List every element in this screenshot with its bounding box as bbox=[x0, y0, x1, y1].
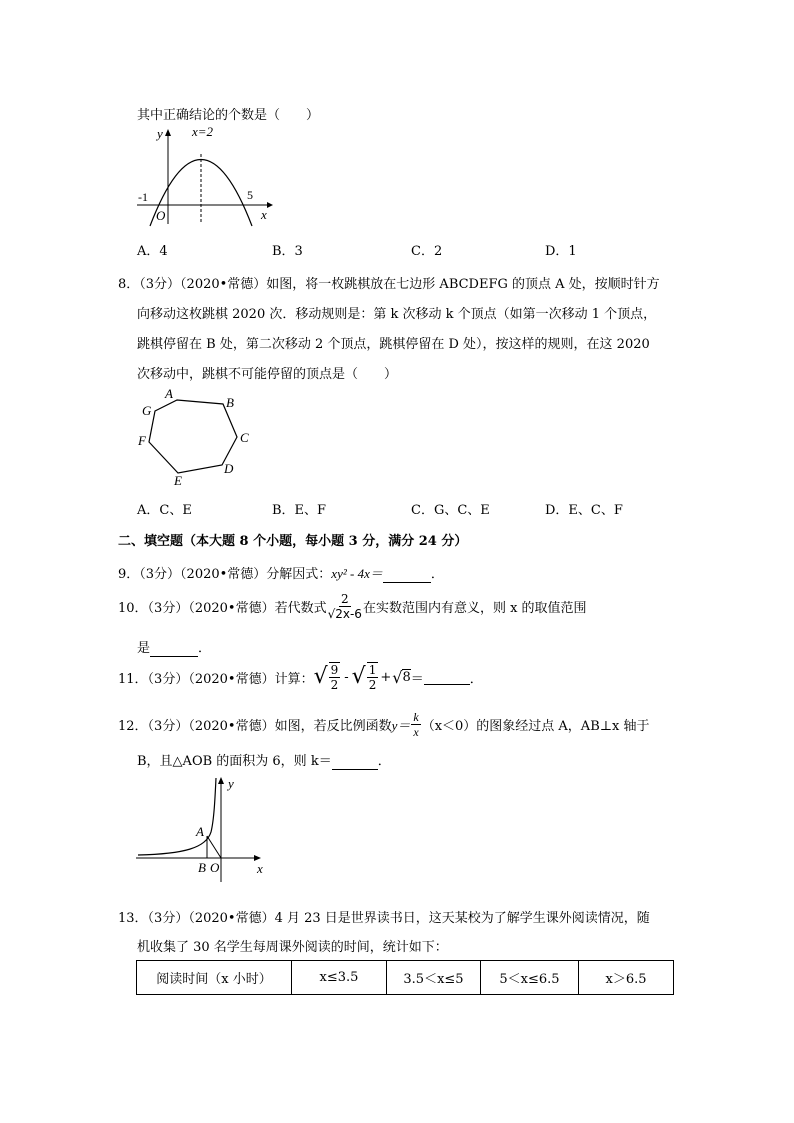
q8-vertex-d: D bbox=[224, 461, 234, 476]
q8-line-4: 次移动中，跳棋不可能停留的顶点是（ ） bbox=[137, 367, 398, 382]
q7-x-arrow-icon bbox=[267, 202, 273, 208]
q10-line2-text: 是 bbox=[137, 641, 151, 656]
q12-hyperbola-graph bbox=[134, 774, 269, 886]
q7-label-origin: O bbox=[156, 208, 166, 223]
q11-f1-numerator: 9 bbox=[330, 663, 339, 677]
q8-option-c: C．G、C、E bbox=[411, 503, 490, 518]
q9-line bbox=[118, 563, 444, 583]
q7-option-c: C．2 bbox=[411, 244, 443, 259]
q13-header-cell-2: 3.5＜x≤5 bbox=[387, 961, 481, 995]
q8-line-3: 跳棋停留在 B 处，第二次移动 2 个顶点，跳棋停留在 D 处），按这样的规则，在这 2020 bbox=[137, 337, 650, 352]
q7-label-right-root: 5 bbox=[247, 188, 253, 202]
q9-expression: xy² - 4x＝ bbox=[331, 566, 383, 581]
q10-answer-blank bbox=[150, 641, 198, 657]
q8-option-d: D．E、C、F bbox=[545, 503, 623, 518]
q8-option-b: B．E、F bbox=[272, 503, 327, 518]
q10-fraction bbox=[328, 592, 362, 621]
table-row bbox=[137, 961, 674, 995]
q12-func-lhs: y＝ bbox=[391, 717, 411, 733]
q11-fraction-2 bbox=[367, 662, 379, 692]
q8-vertex-c: C bbox=[240, 430, 249, 445]
q12-line-2 bbox=[137, 750, 391, 770]
q13-reading-time-table bbox=[136, 960, 674, 995]
q8-vertex-a: A bbox=[165, 386, 173, 401]
q12-fraction bbox=[411, 710, 420, 739]
q10-fraction-numerator: 2 bbox=[340, 591, 349, 606]
q8-vertex-b: B bbox=[226, 395, 234, 410]
q10-end: ． bbox=[198, 641, 212, 656]
q8-heptagon-figure bbox=[130, 385, 260, 487]
q9-prefix: 9．（3分）（2020•常德）分解因式： bbox=[118, 567, 332, 582]
section-2-heading: 二、填空题（本大题 8 个小题，每小题 3 分，满分 24 分） bbox=[118, 534, 468, 549]
q13-header-cell-4: x＞6.5 bbox=[579, 961, 674, 995]
q12-answer-blank bbox=[332, 754, 378, 770]
q11-answer-blank bbox=[424, 669, 470, 685]
q8-line-2: 向移动这枚跳棋 2020 次．移动规则是：第 k 次移动 k 个顶点（如第一次移动 1 个顶点， bbox=[137, 307, 657, 322]
q12-y-arrow-icon bbox=[218, 777, 224, 784]
q11-f2-denominator: 2 bbox=[368, 678, 377, 692]
q12-fraction-denominator: x bbox=[413, 724, 419, 739]
q11-prefix: 11．（3分）（2020•常德）计算： bbox=[118, 671, 314, 687]
q12-label-a: A bbox=[196, 824, 204, 839]
q8-option-a: A．C、E bbox=[137, 503, 192, 518]
q9-answer-blank bbox=[383, 567, 431, 583]
q12-end: ． bbox=[377, 754, 391, 769]
q10-fraction-denominator: √2x-6 bbox=[327, 606, 362, 621]
q8-vertex-f: F bbox=[138, 433, 146, 448]
q11-radical-2-icon: √ bbox=[351, 664, 366, 689]
q11-f2-numerator: 1 bbox=[368, 663, 377, 677]
q12-segment-ao bbox=[207, 836, 221, 858]
q11-end: ． bbox=[469, 671, 483, 687]
q12-label-y: y bbox=[228, 776, 234, 791]
q13-header-cell-3: 5＜x≤6.5 bbox=[481, 961, 579, 995]
q12-prefix: 12．（3分）（2020•常德）如图，若反比例函数 bbox=[118, 718, 392, 734]
q13-header-cell-0: 阅读时间（x 小时） bbox=[137, 961, 292, 995]
q7-tail-text: 其中正确结论的个数是（ ） bbox=[137, 108, 320, 123]
q12-label-o: O bbox=[210, 860, 220, 875]
q9-suffix: ． bbox=[430, 567, 444, 582]
q12-hyperbola-curve bbox=[138, 778, 216, 855]
q7-label-x: x bbox=[261, 207, 267, 222]
q8-vertex-g: G bbox=[142, 403, 152, 418]
q10-line-2 bbox=[137, 637, 211, 657]
q10-prefix: 10．（3分）（2020•常德）若代数式 bbox=[118, 600, 327, 616]
q10-suffix: 在实数范围内有意义，则 x 的取值范围 bbox=[362, 600, 587, 616]
q13-line-1: 13．（3分）（2020•常德）4 月 23 日是世界读书日，这天某校为了解学生课外阅读情况，随 bbox=[118, 911, 650, 926]
q11-minus: - bbox=[344, 669, 349, 685]
q13-line-2: 机收集了 30 名学生每周课外阅读的时间，统计如下： bbox=[137, 940, 448, 955]
q12-fraction-numerator: k bbox=[413, 709, 419, 724]
q12-condition: （x＜0）的图象经过点 A，AB⊥x 轴于 bbox=[421, 718, 650, 734]
q10-line-1 bbox=[118, 586, 587, 626]
q7-label-left-root: -1 bbox=[138, 190, 148, 204]
q13-header-cell-1: x≤3.5 bbox=[292, 961, 387, 995]
q7-parabola-graph bbox=[135, 124, 275, 230]
q11-f1-denominator: 2 bbox=[330, 678, 339, 692]
q12-label-x: x bbox=[257, 861, 263, 876]
q8-line-1: 8．（3分）（2020•常德）如图，将一枚跳棋放在七边形 ABCDEFG 的顶点 A 处，按顺时针方 bbox=[118, 277, 660, 292]
q11-equals: ＝ bbox=[410, 671, 424, 687]
q12-line2-text: B，且△AOB 的面积为 6，则 k＝ bbox=[137, 754, 332, 769]
q11-plus: + bbox=[380, 669, 392, 685]
q12-line-1 bbox=[118, 704, 649, 744]
q11-radical-1-icon: √ bbox=[313, 664, 328, 689]
q7-label-vertex: x=2 bbox=[192, 124, 214, 139]
q7-option-d: D．1 bbox=[545, 244, 577, 259]
q11-line bbox=[118, 657, 483, 697]
q7-y-arrow-icon bbox=[165, 129, 171, 136]
q12-label-b: B bbox=[198, 860, 206, 875]
q7-option-b: B．3 bbox=[272, 244, 303, 259]
q11-radicand-3: 8 bbox=[402, 670, 411, 685]
q8-vertex-e: E bbox=[174, 473, 182, 487]
q7-option-a: A．4 bbox=[137, 244, 168, 259]
q11-fraction-1 bbox=[329, 662, 341, 692]
q7-label-y: y bbox=[157, 126, 163, 141]
q11-radical-3-icon: √ bbox=[392, 667, 403, 687]
